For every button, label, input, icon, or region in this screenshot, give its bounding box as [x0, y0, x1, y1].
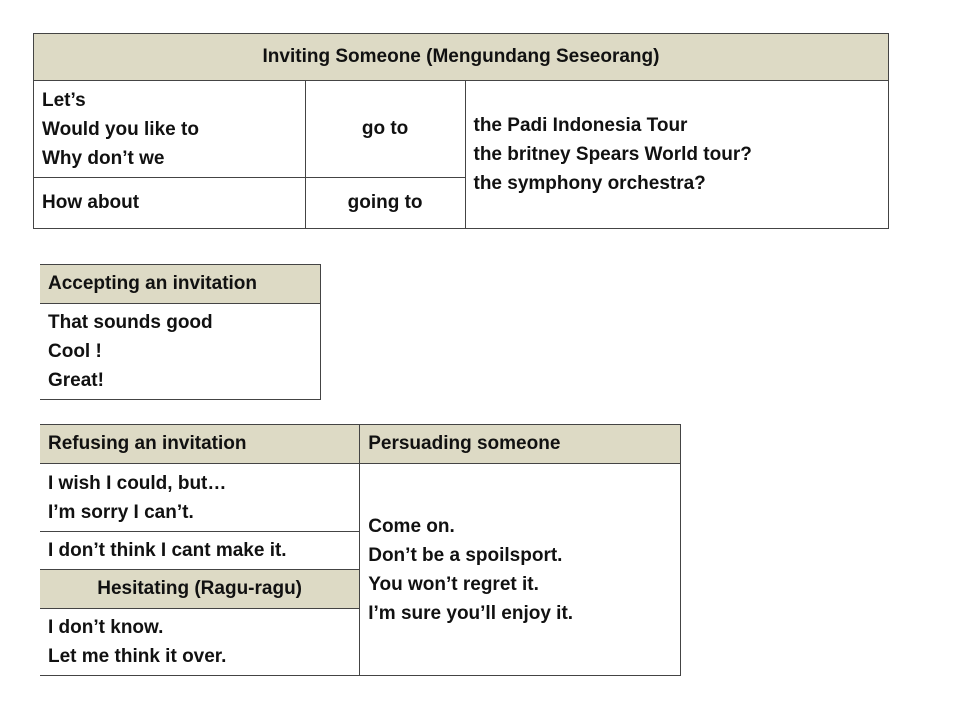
accepting-line: That sounds good [48, 312, 213, 333]
inviting-openers-cell [34, 81, 306, 178]
accepting-lines-cell [40, 304, 321, 400]
destination-line: the britney Spears World tour? [473, 144, 752, 165]
persuading-header [360, 425, 681, 464]
opener-line: Would you like to [42, 118, 199, 140]
accepting-header [40, 265, 321, 304]
refusing-header [40, 425, 360, 464]
accepting-title: Accepting an invitation [48, 273, 258, 294]
destination-line: the symphony orchestra? [473, 173, 706, 194]
refusing-lines-cell [40, 464, 360, 532]
hesitating-title: Hesitating (Ragu-ragu) [97, 578, 302, 599]
refusing-title: Refusing an invitation [48, 433, 247, 454]
persuading-line: You won’t regret it. [368, 573, 539, 595]
refusing-extra-cell [40, 532, 360, 570]
destination-line: the Padi Indonesia Tour [473, 115, 688, 136]
persuading-line: Come on. [368, 515, 455, 537]
persuading-lines-cell [360, 464, 681, 676]
persuading-line: I’m sure you’ll enjoy it. [368, 602, 574, 624]
hesitating-line: Let me think it over. [48, 646, 227, 667]
opener-how-about: How about [42, 192, 140, 213]
accepting-line: Great! [48, 370, 104, 391]
opener-line: Why don’t we [42, 147, 165, 169]
verb-going-to: going to [347, 192, 423, 213]
hesitating-header [40, 570, 360, 609]
hesitating-line: I don’t know. [48, 617, 164, 638]
verb-go-to: go to [361, 118, 409, 139]
inviting-verb-cell-2 [305, 178, 465, 229]
accepting-table [40, 264, 321, 400]
refusing-persuading-table [40, 424, 681, 676]
inviting-table [33, 33, 889, 229]
refusing-line: I wish I could, but… [48, 472, 227, 494]
refusing-extra: I don’t think I cant make it. [48, 539, 287, 561]
accepting-line: Cool ! [48, 341, 102, 362]
inviting-destinations-cell [465, 81, 889, 229]
inviting-title: Inviting Someone (Mengundang Seseorang) [262, 46, 660, 67]
persuading-line: Don’t be a spoilsport. [368, 544, 563, 566]
inviting-verb-cell [305, 81, 465, 178]
hesitating-lines-cell [40, 609, 360, 676]
refusing-line: I’m sorry I can’t. [48, 501, 194, 523]
opener-line: Let’s [42, 89, 86, 111]
inviting-how-about-cell [34, 178, 306, 229]
inviting-header [34, 34, 889, 81]
persuading-title: Persuading someone [368, 433, 561, 454]
